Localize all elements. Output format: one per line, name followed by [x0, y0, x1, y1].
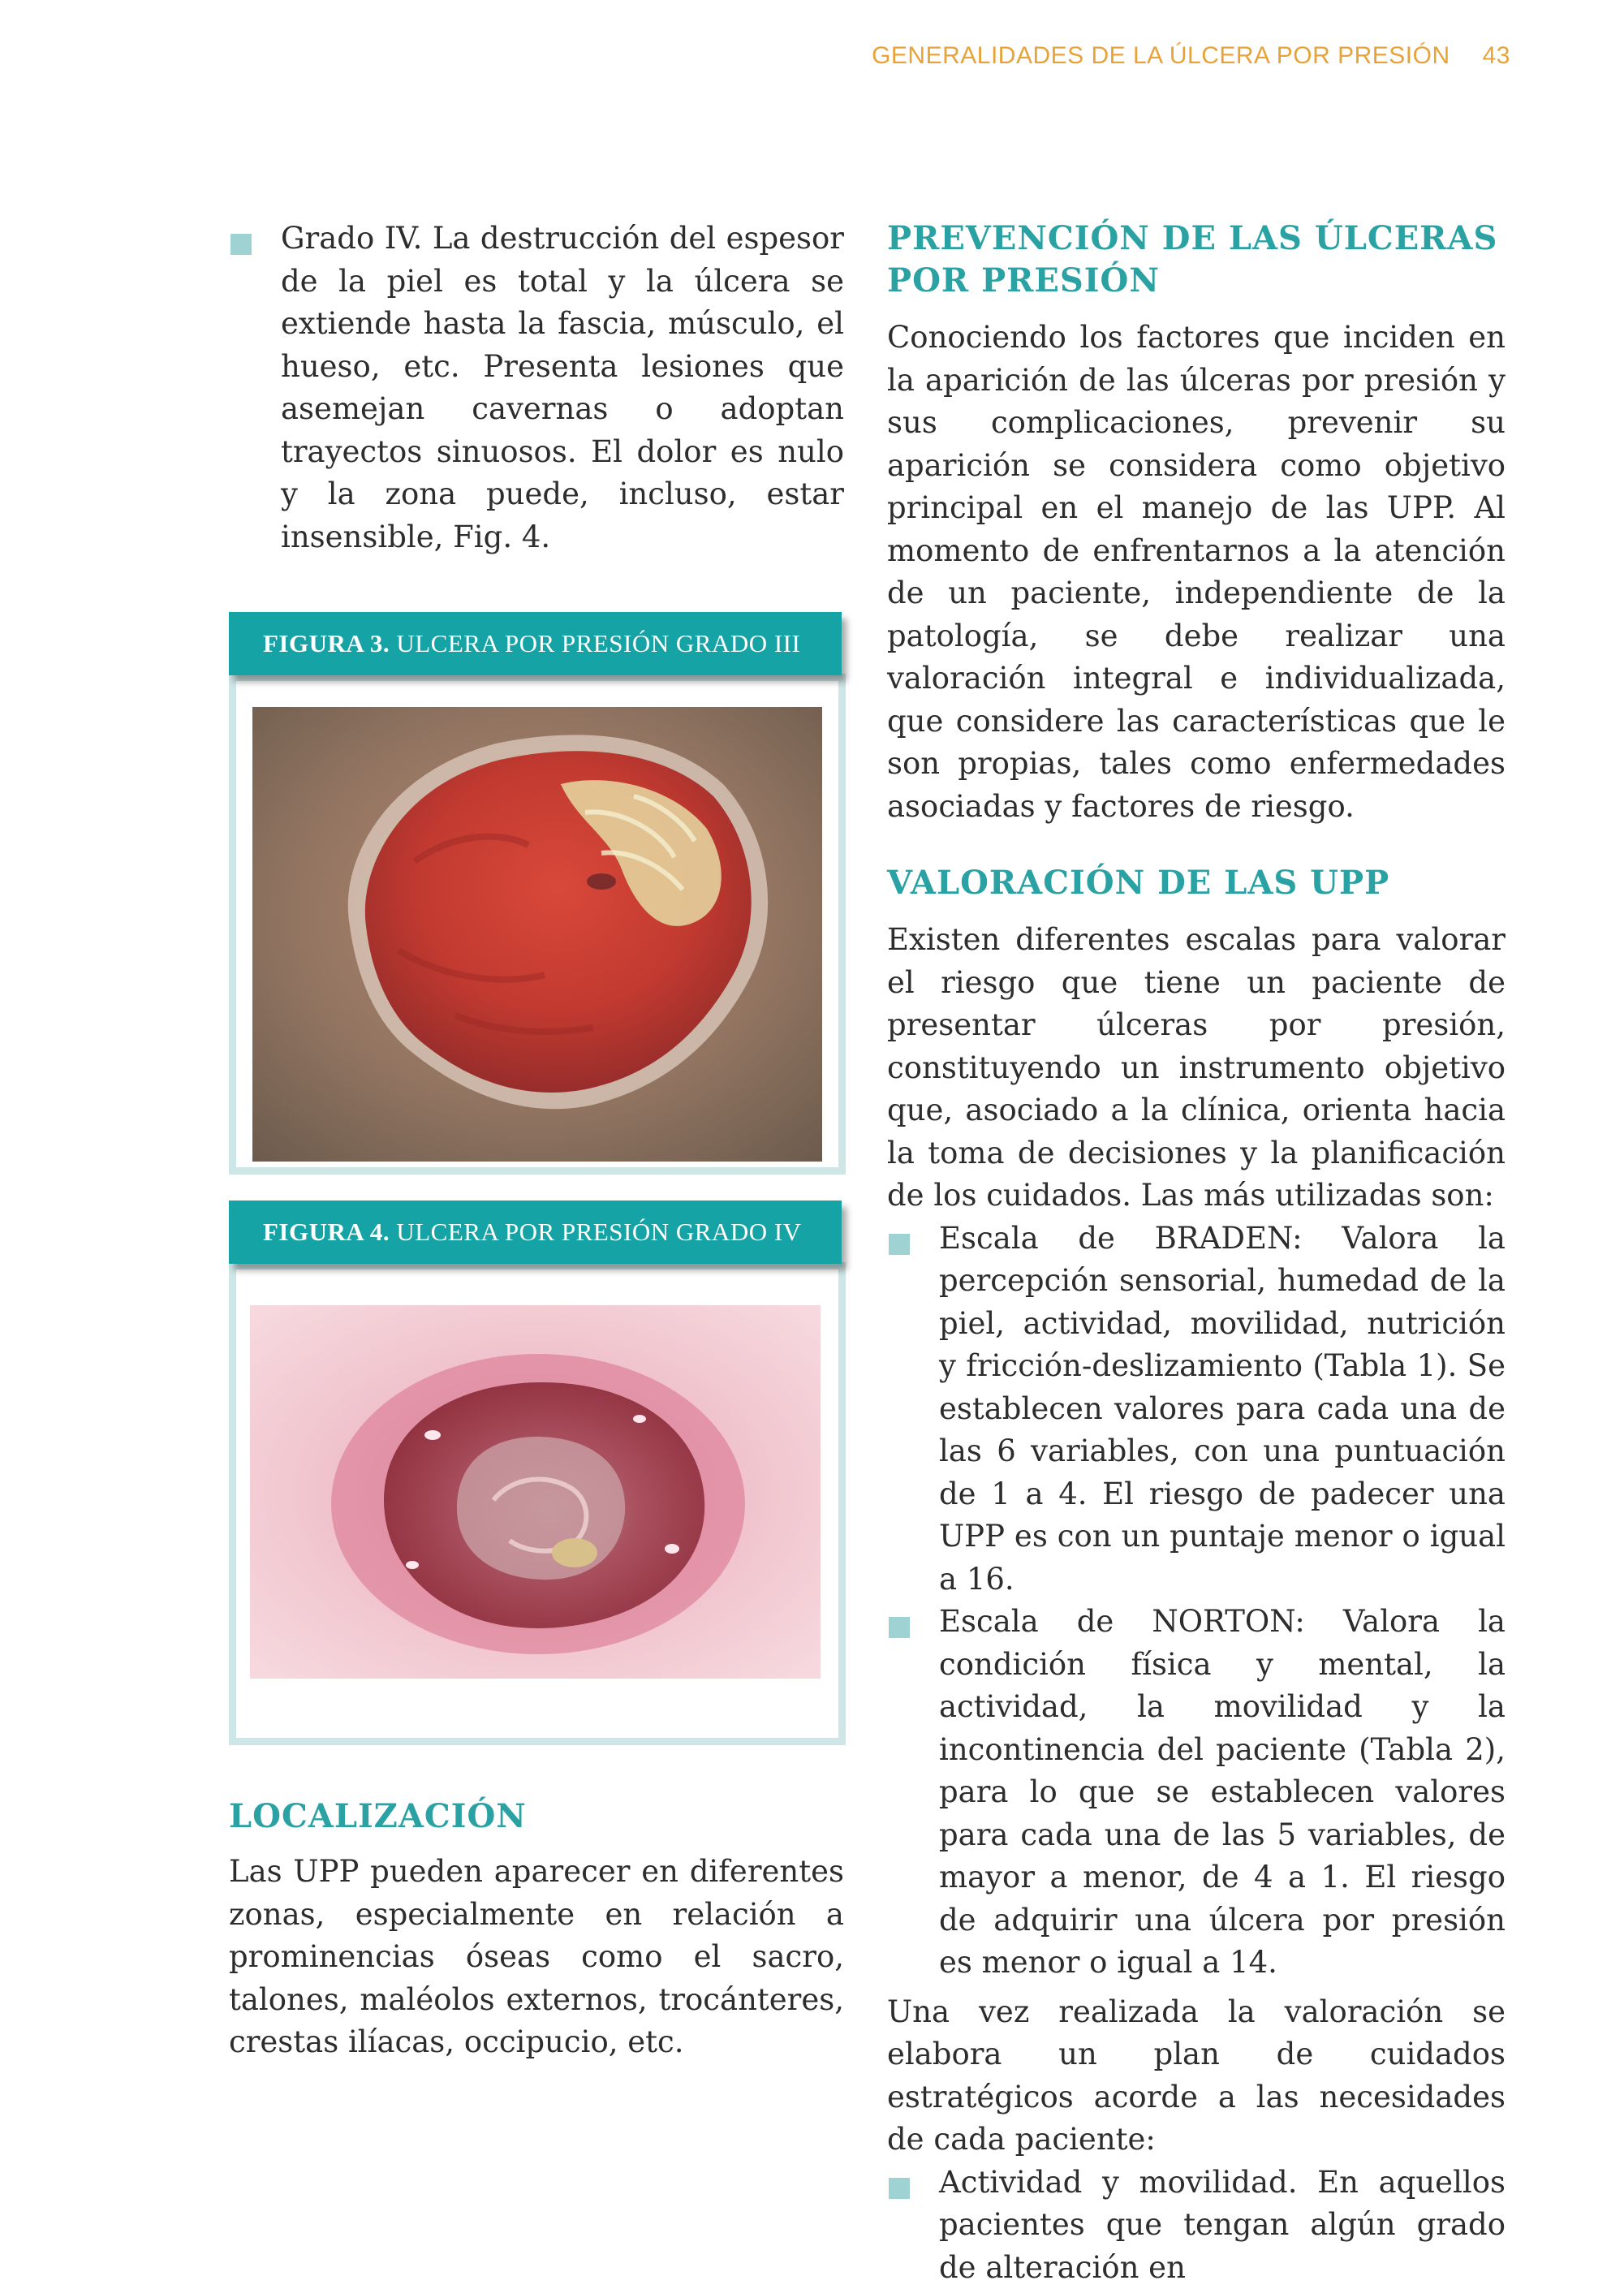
figure-3-label: FIGURA 3.	[263, 629, 390, 657]
valoracion-intro: Existen diferentes escalas para valorar el riesgo que tiene un paciente de presentar úlceras por presión, constituyendo un instrumento objetivo que, asociado a la clínica, orienta hacia la toma de decisiones y la planificación de los cuidados. Las más utilizadas son:	[887, 919, 1506, 1218]
norton-bullet	[887, 1601, 1506, 1985]
running-head	[872, 42, 1510, 70]
braden-bullet	[887, 1218, 1506, 1601]
right-column	[887, 218, 1506, 2289]
actividad-text: Actividad y movilidad. En aquellos pacientes que tengan algún grado de alteración en	[939, 2162, 1506, 2289]
left-column	[229, 218, 844, 2064]
prevencion-text: Conociendo los factores que inciden en la aparición de las úlceras por presión y sus complicaciones, prevenir su aparición se considera como objetivo principal en el manejo de las UPP. Al momento de enfrentarnos a la atención de un paciente, independiente de la patología, se debe realizar una valoración integral e individualizada, que considere las características que le son propias, tales como enfermedades asociadas y factores de riesgo.	[887, 317, 1506, 828]
bullet-square-icon	[230, 234, 252, 255]
figure-3-title: ULCERA POR PRESIÓN GRADO III	[396, 629, 800, 657]
bullet-square-icon	[889, 1617, 910, 1638]
figure-3-caption	[229, 612, 842, 675]
norton-text: Escala de NORTON: Valora la condición física y mental, la actividad, la movilidad y la incontinencia del paciente (Tabla 2), para lo que se establecen valores para cada una de las 5 variables, de mayor a menor, de 4 a 1. El riesgo de adquirir una úlcera por presión es menor o igual a 14.	[939, 1601, 1506, 1985]
page-number: 43	[1483, 42, 1510, 69]
figure-3-photo	[252, 707, 822, 1162]
figure-4-title: ULCERA POR PRESIÓN GRADO IV	[396, 1218, 801, 1246]
prevencion-heading: PREVENCIÓN DE LAS ÚLCERAS POR PRESIÓN	[887, 218, 1506, 302]
figure-4	[229, 1201, 846, 1745]
figure-3	[229, 612, 846, 1175]
localizacion-heading: LOCALIZACIÓN	[229, 1795, 844, 1838]
bullet-square-icon	[889, 2178, 910, 2199]
actividad-bullet	[887, 2162, 1506, 2289]
braden-text: Escala de BRADEN: Valora la percepción sensorial, humedad de la piel, actividad, movilidad, nutrición y fricción-deslizamiento (Tabla 1). Se establecen valores para cada una de las 6 variables, con una puntuación de 1 a 4. El riesgo de padecer una UPP es con un puntaje menor o igual a 16.	[939, 1218, 1506, 1601]
plan-text: Una vez realizada la valoración se elabora un plan de cuidados estratégicos acorde a las necesidades de cada paciente:	[887, 1991, 1506, 2162]
grade-iv-text: Grado IV. La destrucción del espesor de la piel es total y la úlcera se extiende hasta la fascia, músculo, el hueso, etc. Presenta lesiones que asemejan cavernas o adoptan trayectos sinuosos. El dolor es nulo y la zona puede, incluso, estar insensible, Fig. 4.	[281, 218, 844, 558]
figure-4-photo	[250, 1305, 821, 1679]
grade-iv-bullet	[229, 218, 844, 558]
figure-3-frame	[229, 674, 846, 1175]
running-title: GENERALIDADES DE LA ÚLCERA POR PRESIÓN	[872, 42, 1450, 69]
figure-4-caption	[229, 1201, 842, 1264]
valoracion-heading: VALORACIÓN DE LAS UPP	[887, 862, 1506, 904]
figure-4-label: FIGURA 4.	[263, 1218, 390, 1246]
figure-4-frame	[229, 1262, 846, 1745]
bullet-square-icon	[889, 1234, 910, 1255]
localizacion-text: Las UPP pueden aparecer en diferentes zonas, especialmente en relación a prominencias óseas como el sacro, talones, maléolos externos, trocánteres, crestas ilíacas, occipucio, etc.	[229, 1851, 844, 2064]
